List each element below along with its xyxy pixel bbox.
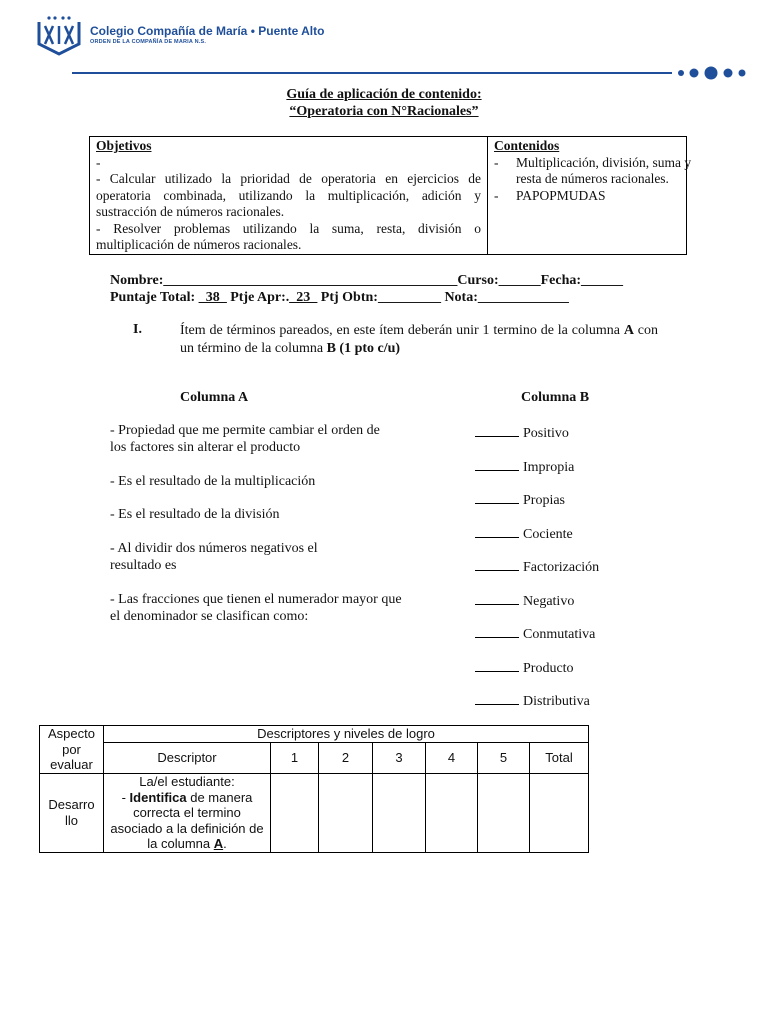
- rubric-score-cell[interactable]: [478, 774, 530, 853]
- objective-line: - Resolver problemas utilizando la suma, resta, división o multiplicación de números racionales.: [96, 220, 481, 252]
- item-number: I.: [133, 322, 142, 337]
- rubric-score-cell[interactable]: [373, 774, 426, 853]
- column-b-item: Factorización: [475, 558, 599, 576]
- student-info-line-1: Nombre:__________________________________________Curso:______Fecha:______: [110, 273, 624, 288]
- total-score: _38_: [198, 290, 227, 305]
- column-b-item: Distributiva: [475, 692, 590, 710]
- school-logo: [35, 14, 83, 58]
- school-subtitle: ORDEN DE LA COMPAÑÍA DE MARIA N.S.: [90, 39, 207, 45]
- title-line-1: Guía de aplicación de contenido:: [286, 87, 482, 102]
- objectives-table: [89, 136, 692, 255]
- answer-blank[interactable]: [475, 558, 519, 571]
- answer-blank[interactable]: [475, 692, 519, 705]
- answer-blank[interactable]: [475, 659, 519, 672]
- column-b-item: Negativo: [475, 592, 574, 610]
- answer-blank[interactable]: [475, 458, 519, 471]
- rubric-level-header: 4: [426, 743, 478, 774]
- objective-line: - Calcular utilizado la prioridad de operatoria en ejercicios de operatoria combinada, utilizando la multiplicación, adición y sustracción de números racionales.: [96, 171, 481, 219]
- rubric-total-header: Total: [530, 743, 589, 774]
- column-b-item: Producto: [475, 659, 574, 677]
- contents-heading: Contenidos: [494, 138, 560, 153]
- header-divider: [72, 72, 672, 74]
- rubric-total-cell[interactable]: [530, 774, 589, 853]
- contents-cell: [488, 137, 698, 255]
- contents-item: - PAPOPMUDAS: [494, 187, 606, 203]
- rubric-aspect-header: Aspecto por evaluar: [40, 726, 104, 774]
- rubric-level-header: 1: [271, 743, 319, 774]
- answer-blank[interactable]: [475, 491, 519, 504]
- rubric-level-header: 2: [319, 743, 373, 774]
- objectives-heading: Objetivos: [96, 138, 152, 153]
- rubric-level-header: 3: [373, 743, 426, 774]
- rubric-group-header: Descriptores y niveles de logro: [104, 726, 589, 743]
- answer-blank[interactable]: [475, 424, 519, 437]
- rubric-descriptor-header: Descriptor: [104, 743, 271, 774]
- item-instructions: Ítem de términos pareados, en este ítem deberán unir 1 termino de la columna A con un término de la columna B (1 pto c/u): [180, 323, 659, 356]
- column-a-item: - Propiedad que me permite cambiar el orden de los factores sin alterar el producto: [110, 423, 380, 455]
- student-info-line-2: Puntaje Total: _38_ Ptje Apr:._23_ Ptj Obtn:_________ Nota:_____________: [110, 290, 569, 305]
- column-b-item: Positivo: [475, 424, 569, 442]
- rubric-table: [39, 725, 589, 853]
- column-b-item: Cociente: [475, 525, 573, 543]
- column-a-heading: Columna A: [180, 390, 249, 405]
- column-b-item: Conmutativa: [475, 625, 595, 643]
- rubric-score-cell[interactable]: [319, 774, 373, 853]
- school-name: Colegio Compañía de María • Puente Alto: [90, 24, 325, 38]
- rubric-aspect: Desarro llo: [40, 774, 104, 853]
- rubric-score-cell[interactable]: [271, 774, 319, 853]
- column-a-item: - Es el resultado de la división: [110, 507, 280, 522]
- passing-score: _23_: [289, 290, 318, 305]
- column-b-heading: Columna B: [521, 390, 590, 405]
- column-b-item: Propias: [475, 491, 565, 509]
- objective-line: -: [96, 154, 101, 170]
- title-line-2: “Operatoria con N°Racionales”: [289, 104, 479, 119]
- column-a-item: - Al dividir dos números negativos el resultado es: [110, 541, 318, 573]
- objectives-cell: [90, 137, 488, 254]
- answer-blank[interactable]: [475, 592, 519, 605]
- column-a-item: - Es el resultado de la multiplicación: [110, 474, 316, 489]
- header-dots: [675, 66, 755, 80]
- contents-item: - Multiplicación, división, suma y resta de números racionales.: [494, 154, 692, 186]
- column-a-item: - Las fracciones que tienen el numerador mayor que el denominador se clasifican como:: [110, 592, 402, 624]
- rubric-descriptor: La/el estudiante: - Identifica de manera correcta el termino asociado a la definición de la columna A.: [104, 774, 271, 853]
- rubric-level-header: 5: [478, 743, 530, 774]
- rubric-score-cell[interactable]: [426, 774, 478, 853]
- answer-blank[interactable]: [475, 525, 519, 538]
- answer-blank[interactable]: [475, 625, 519, 638]
- column-b-item: Impropia: [475, 458, 574, 476]
